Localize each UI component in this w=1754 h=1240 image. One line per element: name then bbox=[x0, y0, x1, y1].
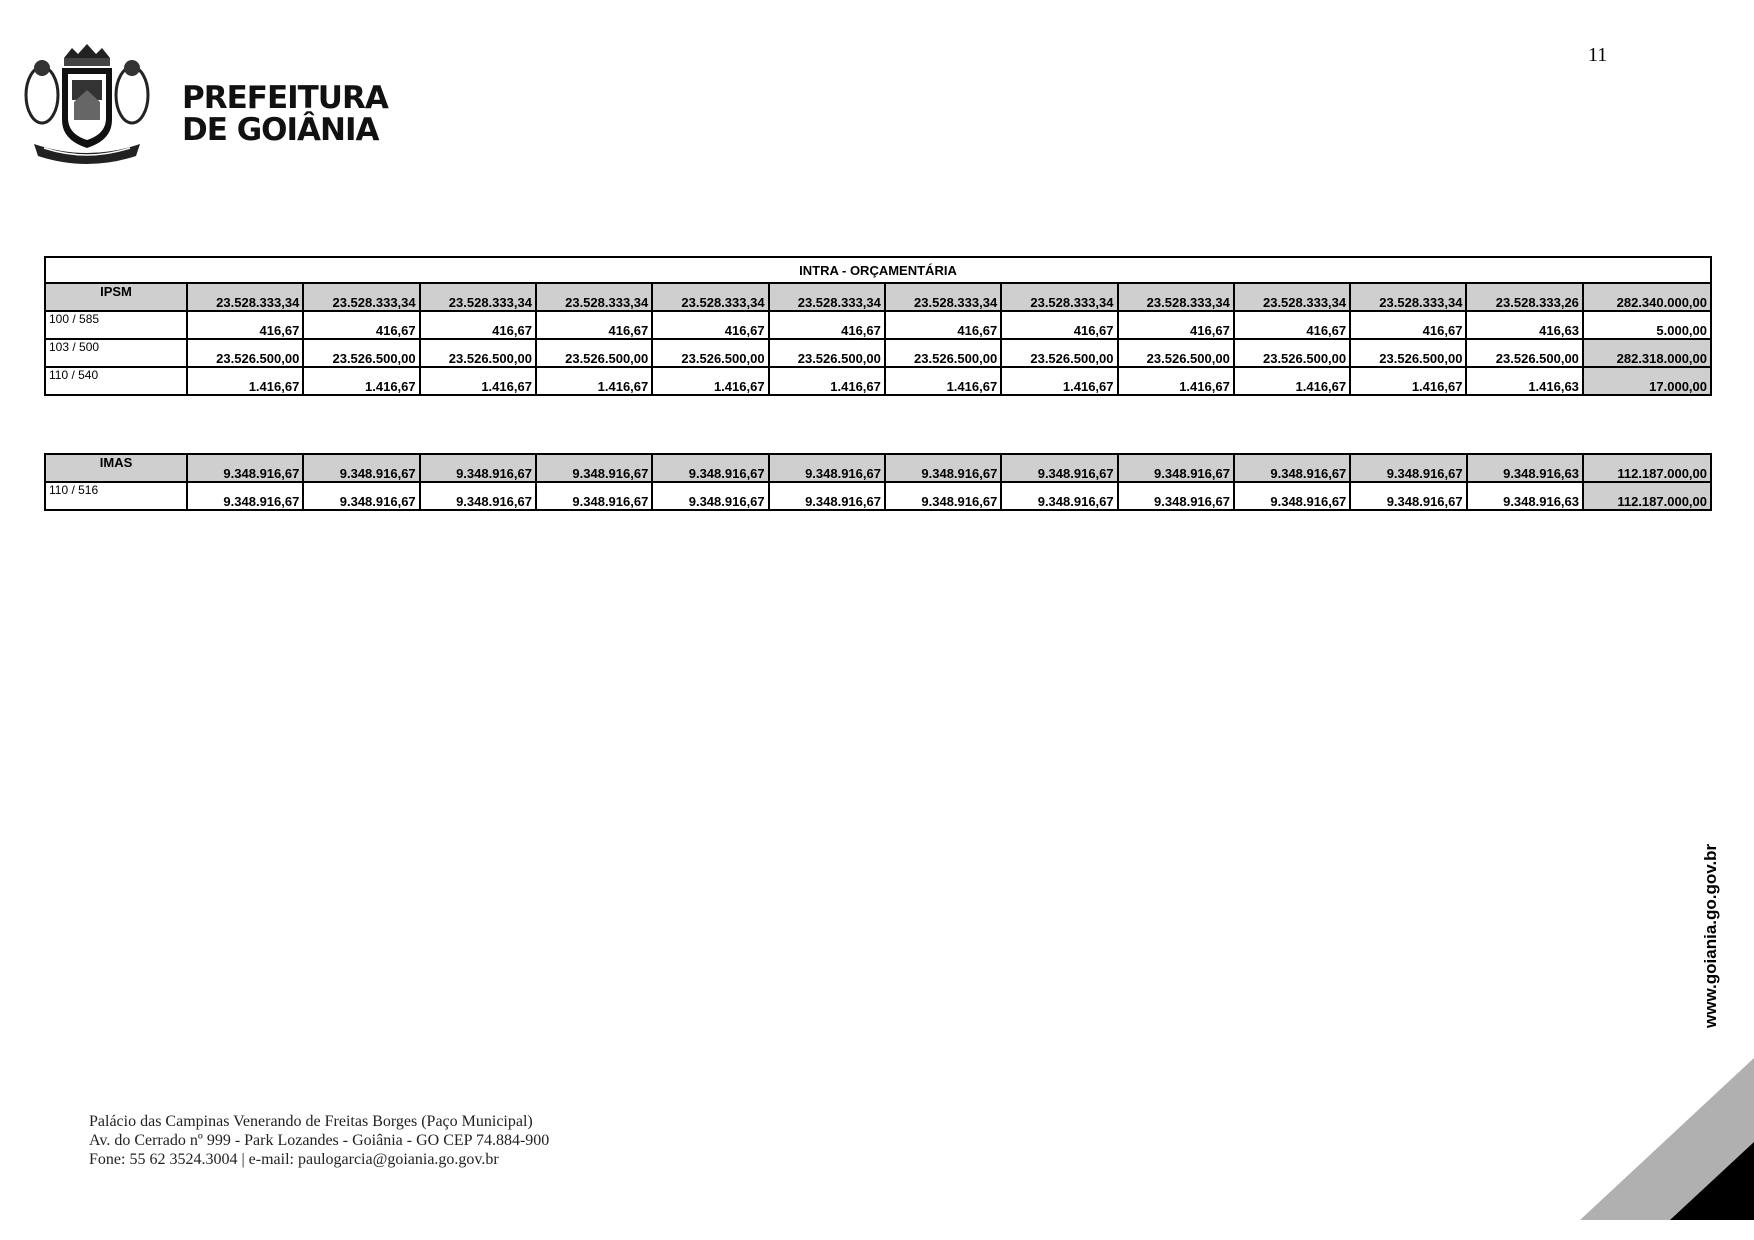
group-row bbox=[45, 454, 1711, 482]
month-value-cell: 23.526.500,00 bbox=[1118, 339, 1234, 367]
month-value-cell: 23.528.333,34 bbox=[1118, 283, 1234, 311]
month-value-cell: 9.348.916,67 bbox=[769, 482, 885, 510]
month-value-cell: 9.348.916,67 bbox=[187, 454, 303, 482]
month-value-cell: 23.526.500,00 bbox=[187, 339, 303, 367]
total-cell: 17.000,00 bbox=[1583, 367, 1711, 395]
row-label: IPSM bbox=[45, 283, 187, 311]
month-value-cell: 1.416,67 bbox=[303, 367, 419, 395]
website-url: www.goiania.go.gov.br bbox=[1701, 843, 1720, 1028]
month-value-cell: 23.528.333,34 bbox=[885, 283, 1001, 311]
month-value-cell: 23.526.500,00 bbox=[1234, 339, 1350, 367]
month-value-cell: 23.526.500,00 bbox=[303, 339, 419, 367]
table-caption-row bbox=[45, 257, 1711, 283]
city-logo bbox=[12, 40, 388, 170]
month-value-cell: 416,67 bbox=[1350, 311, 1466, 339]
month-value-cell: 1.416,67 bbox=[187, 367, 303, 395]
table-row bbox=[45, 367, 1711, 395]
month-value-cell: 23.528.333,34 bbox=[536, 283, 652, 311]
month-value-cell: 23.528.333,34 bbox=[1350, 283, 1466, 311]
month-value-cell: 9.348.916,67 bbox=[1118, 454, 1234, 482]
month-value-cell: 9.348.916,67 bbox=[1001, 454, 1117, 482]
month-value-cell: 23.528.333,34 bbox=[769, 283, 885, 311]
city-coat-of-arms-icon bbox=[12, 40, 162, 170]
table-row bbox=[45, 339, 1711, 367]
month-value-cell: 23.528.333,26 bbox=[1466, 283, 1582, 311]
month-value-cell: 1.416,67 bbox=[652, 367, 768, 395]
month-value-cell: 9.348.916,67 bbox=[885, 454, 1001, 482]
table-row bbox=[45, 311, 1711, 339]
total-cell: 112.187.000,00 bbox=[1583, 454, 1711, 482]
month-value-cell: 9.348.916,67 bbox=[1234, 482, 1350, 510]
month-value-cell: 9.348.916,63 bbox=[1467, 454, 1583, 482]
row-label: 100 / 585 bbox=[45, 311, 187, 339]
month-value-cell: 416,67 bbox=[536, 311, 652, 339]
month-value-cell: 9.348.916,67 bbox=[652, 454, 768, 482]
month-value-cell: 1.416,67 bbox=[1001, 367, 1117, 395]
table-caption: INTRA - ORÇAMENTÁRIA bbox=[45, 257, 1711, 283]
footer-address bbox=[89, 1112, 549, 1169]
month-value-cell: 9.348.916,67 bbox=[303, 454, 419, 482]
row-label: 103 / 500 bbox=[45, 339, 187, 367]
month-value-cell: 23.528.333,34 bbox=[303, 283, 419, 311]
month-value-cell: 23.528.333,34 bbox=[1234, 283, 1350, 311]
month-value-cell: 9.348.916,67 bbox=[1001, 482, 1117, 510]
logo-line-2: DE GOIÂNIA bbox=[182, 112, 379, 148]
month-value-cell: 416,63 bbox=[1466, 311, 1582, 339]
month-value-cell: 416,67 bbox=[303, 311, 419, 339]
month-value-cell: 416,67 bbox=[885, 311, 1001, 339]
month-value-cell: 416,67 bbox=[1118, 311, 1234, 339]
row-label: IMAS bbox=[45, 454, 187, 482]
month-value-cell: 23.528.333,34 bbox=[1001, 283, 1117, 311]
intra-budget-table bbox=[44, 256, 1712, 396]
month-value-cell: 23.528.333,34 bbox=[652, 283, 768, 311]
month-value-cell: 9.348.916,67 bbox=[1350, 454, 1466, 482]
total-cell: 282.318.000,00 bbox=[1583, 339, 1711, 367]
logo-line-1: PREFEITURA bbox=[182, 80, 388, 116]
total-cell: 5.000,00 bbox=[1583, 311, 1711, 339]
month-value-cell: 416,67 bbox=[769, 311, 885, 339]
month-value-cell: 1.416,67 bbox=[769, 367, 885, 395]
month-value-cell: 1.416,63 bbox=[1466, 367, 1582, 395]
month-value-cell: 9.348.916,63 bbox=[1467, 482, 1583, 510]
month-value-cell: 9.348.916,67 bbox=[420, 482, 536, 510]
month-value-cell: 1.416,67 bbox=[885, 367, 1001, 395]
row-label: 110 / 540 bbox=[45, 367, 187, 395]
total-cell: 112.187.000,00 bbox=[1583, 482, 1711, 510]
page-number: 11 bbox=[1588, 44, 1608, 66]
month-value-cell: 23.526.500,00 bbox=[769, 339, 885, 367]
footer-line-3: Fone: 55 62 3524.3004 | e-mail: paulogarcia@goiania.go.gov.br bbox=[89, 1151, 499, 1168]
month-value-cell: 9.348.916,67 bbox=[885, 482, 1001, 510]
month-value-cell: 9.348.916,67 bbox=[303, 482, 419, 510]
month-value-cell: 1.416,67 bbox=[420, 367, 536, 395]
month-value-cell: 1.416,67 bbox=[536, 367, 652, 395]
month-value-cell: 9.348.916,67 bbox=[1118, 482, 1234, 510]
month-value-cell: 9.348.916,67 bbox=[652, 482, 768, 510]
month-value-cell: 23.528.333,34 bbox=[420, 283, 536, 311]
corner-triangle-icon bbox=[1580, 1058, 1754, 1220]
month-value-cell: 1.416,67 bbox=[1350, 367, 1466, 395]
month-value-cell: 9.348.916,67 bbox=[420, 454, 536, 482]
month-value-cell: 23.526.500,00 bbox=[885, 339, 1001, 367]
month-value-cell: 23.526.500,00 bbox=[652, 339, 768, 367]
month-value-cell: 9.348.916,67 bbox=[1350, 482, 1466, 510]
month-value-cell: 9.348.916,67 bbox=[536, 454, 652, 482]
month-value-cell: 23.528.333,34 bbox=[187, 283, 303, 311]
month-value-cell: 9.348.916,67 bbox=[769, 454, 885, 482]
footer-line-2: Av. do Cerrado nº 999 - Park Lozandes - Goiânia - GO CEP 74.884-900 bbox=[89, 1132, 550, 1149]
month-value-cell: 1.416,67 bbox=[1118, 367, 1234, 395]
month-value-cell: 23.526.500,00 bbox=[420, 339, 536, 367]
month-value-cell: 23.526.500,00 bbox=[536, 339, 652, 367]
total-cell: 282.340.000,00 bbox=[1583, 283, 1711, 311]
month-value-cell: 23.526.500,00 bbox=[1350, 339, 1466, 367]
month-value-cell: 9.348.916,67 bbox=[187, 482, 303, 510]
row-label: 110 / 516 bbox=[45, 482, 187, 510]
table-row bbox=[45, 482, 1711, 510]
month-value-cell: 416,67 bbox=[187, 311, 303, 339]
month-value-cell: 9.348.916,67 bbox=[1234, 454, 1350, 482]
logo-wordmark bbox=[182, 82, 388, 146]
month-value-cell: 9.348.916,67 bbox=[536, 482, 652, 510]
month-value-cell: 23.526.500,00 bbox=[1466, 339, 1582, 367]
footer-line-1: Palácio das Campinas Venerando de Freitas Borges (Paço Municipal) bbox=[89, 1113, 533, 1130]
imas-budget-table bbox=[44, 453, 1712, 511]
group-row bbox=[45, 283, 1711, 311]
month-value-cell: 23.526.500,00 bbox=[1001, 339, 1117, 367]
month-value-cell: 416,67 bbox=[652, 311, 768, 339]
month-value-cell: 416,67 bbox=[1001, 311, 1117, 339]
month-value-cell: 416,67 bbox=[420, 311, 536, 339]
month-value-cell: 1.416,67 bbox=[1234, 367, 1350, 395]
month-value-cell: 416,67 bbox=[1234, 311, 1350, 339]
